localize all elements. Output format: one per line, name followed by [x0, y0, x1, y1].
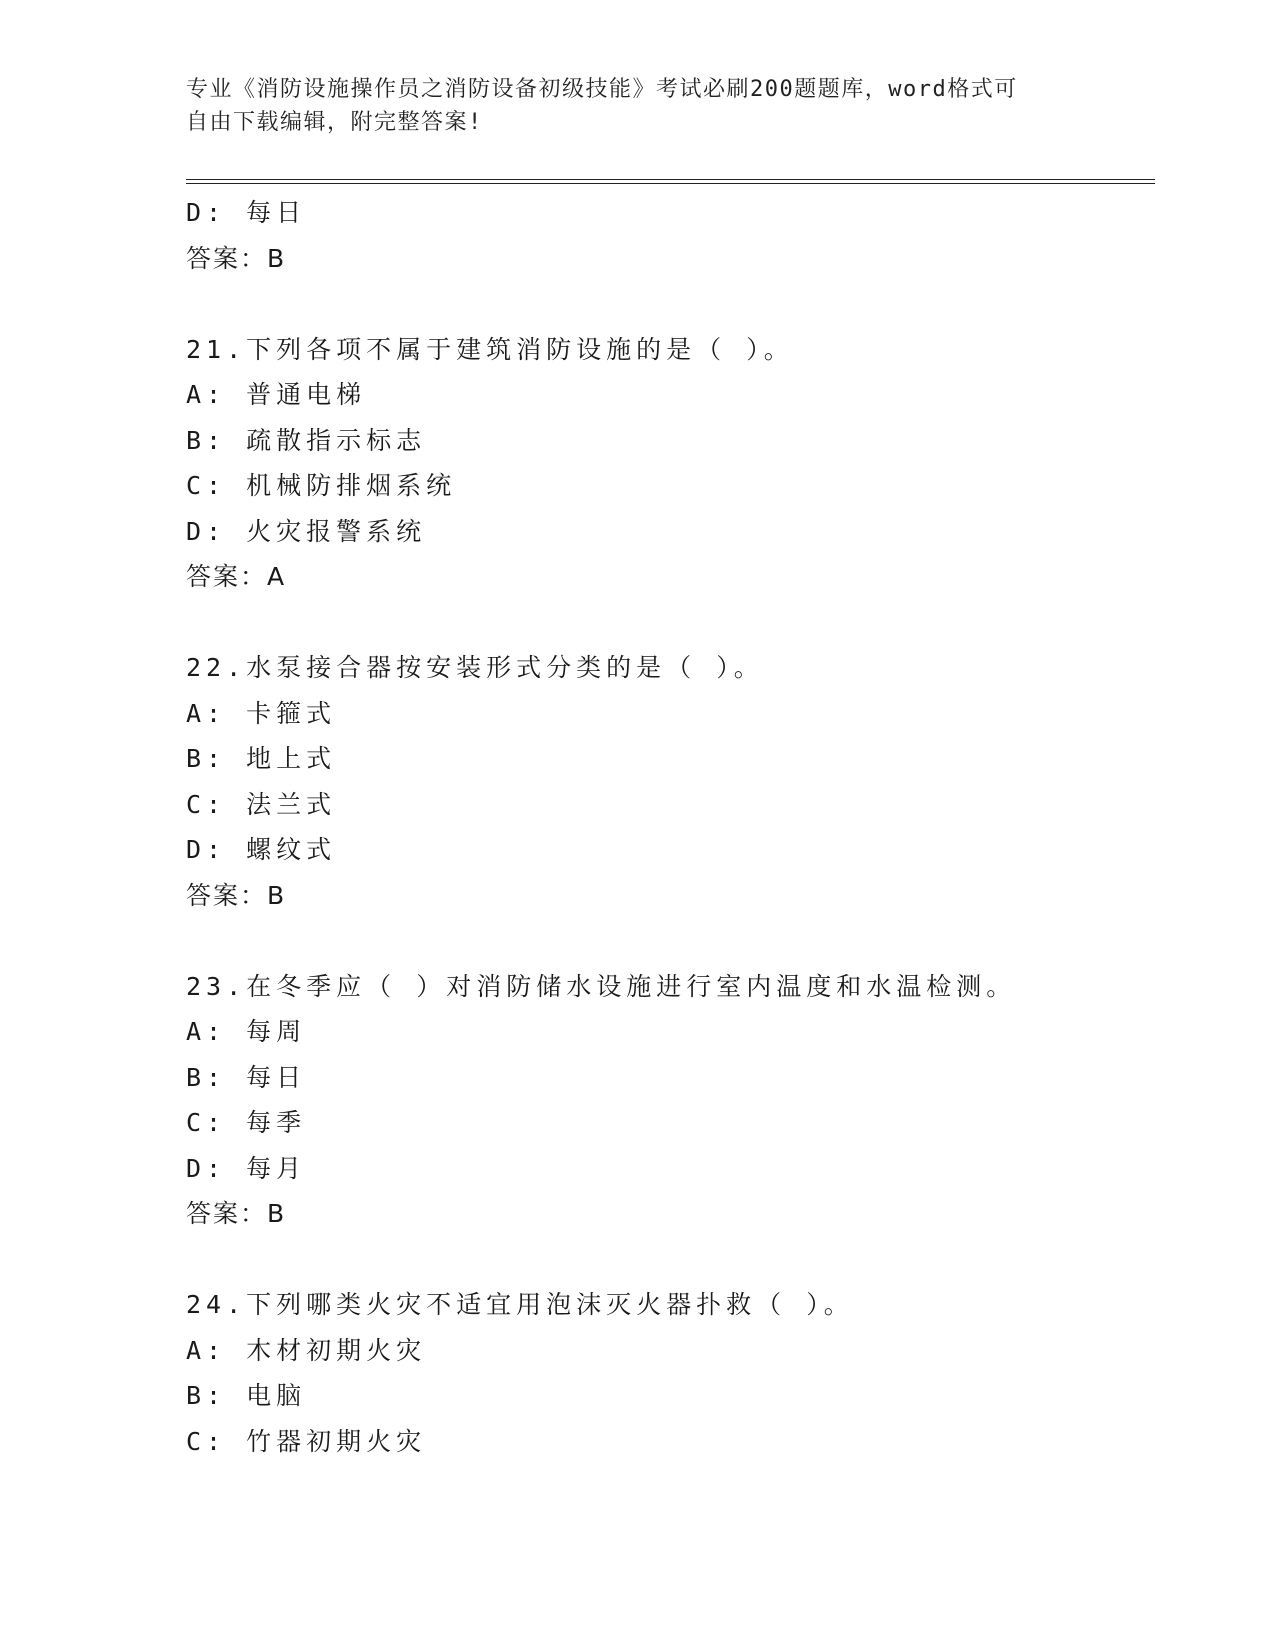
- question-stem: 24.下列哪类火灾不适宜用泡沫灭火器扑救（ ）。: [186, 1290, 854, 1319]
- header-line-2: 自由下载编辑，附完整答案!: [186, 110, 483, 135]
- option-a: A: 卡箍式: [186, 698, 337, 728]
- answer-line: 答案：B: [186, 1199, 287, 1228]
- question-block: [186, 964, 1155, 1237]
- option-c: C: 机械防排烟系统: [186, 471, 457, 500]
- option-b: B: 地上式: [186, 744, 337, 773]
- question-block: [186, 327, 1155, 600]
- question-list: [186, 190, 1155, 1464]
- answer-line: 答案：A: [186, 562, 287, 591]
- question-stem: 23.在冬季应（ ）对消防储水设施进行室内温度和水温检测。: [186, 971, 1017, 1001]
- option-d: D: 每日: [186, 198, 307, 227]
- answer-line: 答案：B: [186, 880, 287, 910]
- spacer: [186, 281, 1155, 327]
- option-b: B: 电脑: [186, 1381, 307, 1410]
- document-header: [186, 73, 1066, 139]
- option-c: C: 法兰式: [186, 789, 337, 819]
- header-divider-bottom: [186, 183, 1155, 184]
- option-b: B: 疏散指示标志: [186, 425, 427, 455]
- spacer: [186, 600, 1155, 646]
- answer-line: 答案：B: [186, 243, 287, 273]
- option-d: D: 每月: [186, 1153, 307, 1183]
- option-d: D: 火灾报警系统: [186, 516, 427, 546]
- option-b: B: 每日: [186, 1062, 307, 1092]
- spacer: [186, 1237, 1155, 1283]
- question-block: [186, 1282, 1155, 1464]
- option-a: A: 每周: [186, 1017, 307, 1046]
- question-stem: 22.水泵接合器按安装形式分类的是（ ）。: [186, 653, 764, 682]
- option-a: A: 木材初期火灾: [186, 1335, 427, 1365]
- option-c: C: 每季: [186, 1108, 307, 1137]
- option-d: D: 螺纹式: [186, 835, 337, 864]
- option-c: C: 竹器初期火灾: [186, 1426, 427, 1456]
- question-block: [186, 645, 1155, 918]
- header-divider-top: [186, 179, 1155, 180]
- spacer: [186, 918, 1155, 964]
- question-stem: 21.下列各项不属于建筑消防设施的是（ ）。: [186, 334, 794, 364]
- header-line-1: 专业《消防设施操作员之消防设备初级技能》考试必刷200题题库，word格式可: [186, 77, 1018, 102]
- option-a: A: 普通电梯: [186, 380, 367, 409]
